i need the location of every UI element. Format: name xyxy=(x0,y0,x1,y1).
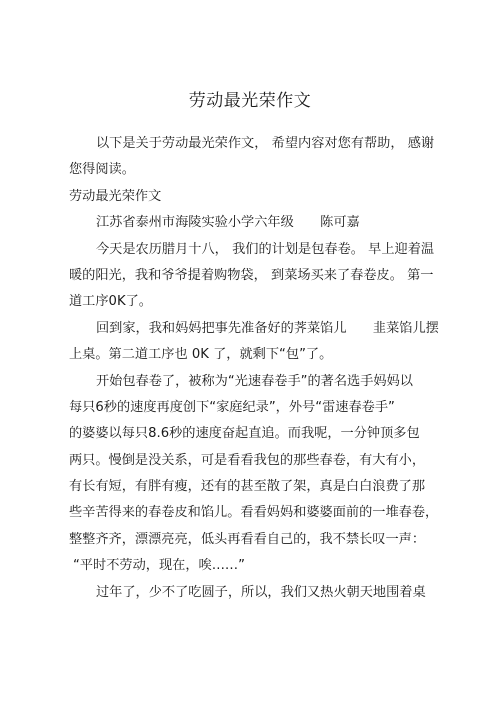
text-line: 道工序0K了。 xyxy=(69,294,152,309)
text-line: “平时不劳动，现在，唉……” xyxy=(73,558,245,573)
text-line: 些辛苦得来的春卷皮和馅儿。看看妈妈和婆婆面前的一堆春卷， xyxy=(69,505,439,520)
text-line: 开始包春卷了，被称为“光速春卷手”的著名选手妈妈以 xyxy=(96,374,413,389)
text-line: 两只。慢倒是没关系，可是看看我包的那些春卷，有大有小， xyxy=(69,453,426,468)
document-title: 劳动最光荣作文 xyxy=(188,91,312,111)
text-line: 有长有短，有胖有瘦，还有的甚至散了架，真是白白浪费了那 xyxy=(69,479,426,494)
text-line: 以下是关于劳动最光荣作文， 希望内容对您有帮助， 感谢 xyxy=(96,136,435,151)
text-line: 暖的阳光，我和爷爷提着购物袋， 到菜场买来了春卷皮。 第一 xyxy=(69,268,434,283)
text-line: 江苏省泰州市海陵实验小学六年级 陈可嘉 xyxy=(96,215,360,230)
text-line: 您得阅读。 xyxy=(69,162,135,177)
text-line: 的婆婆以每只8.6秒的速度奋起直追。而我呢，一分钟顶多包 xyxy=(69,426,420,441)
text-line: 过年了，少不了吃圆子，所以，我们又热火朝天地围着桌 xyxy=(96,585,426,600)
text-line: 每只6秒的速度再度创下“家庭纪录”，外号“雷速春卷手” xyxy=(69,400,395,415)
text-line: 上桌。第二道工序也 0K 了，就剩下“包”了。 xyxy=(69,347,333,362)
text-line: 今天是农历腊月十八， 我们的计划是包春卷。 早上迎着温 xyxy=(96,242,435,257)
text-line: 劳动最光荣作文 xyxy=(69,189,162,204)
text-line: 整整齐齐，漂漂亮亮，低头再看看自己的，我不禁长叹一声： xyxy=(69,532,426,547)
text-line: 回到家，我和妈妈把事先准备好的荠菜馅儿 韭菜馅儿摆 xyxy=(96,321,439,336)
